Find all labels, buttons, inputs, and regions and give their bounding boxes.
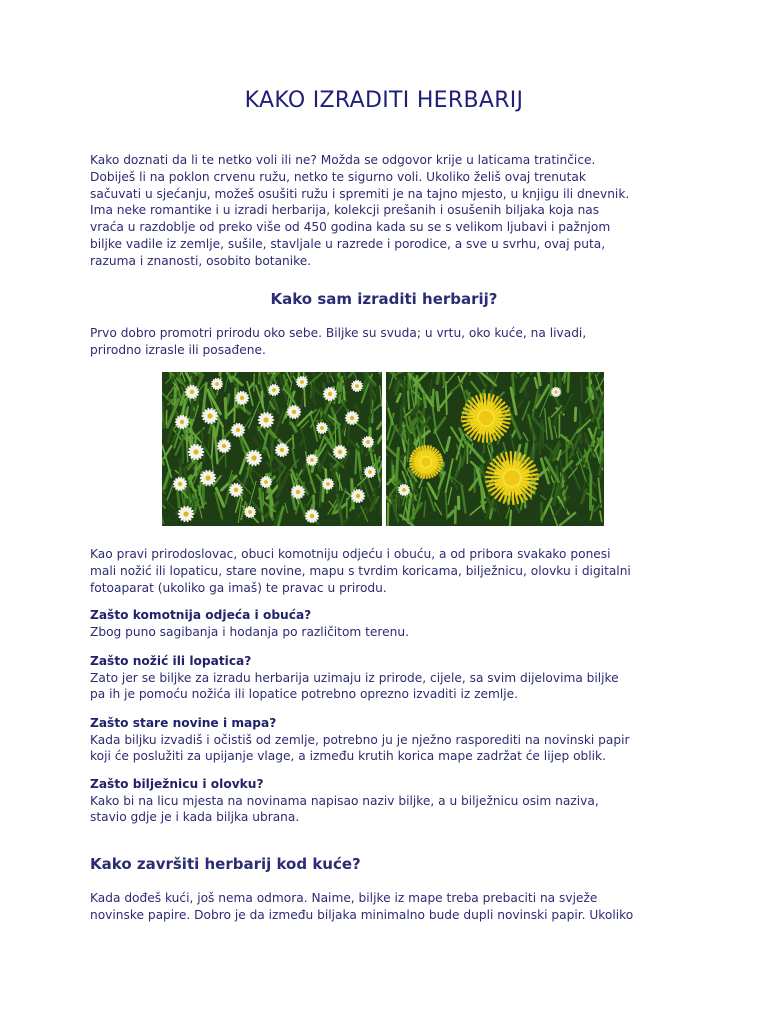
paragraph-line: fotoaparat (ukoliko ga imaš) te pravac u prirodu.	[90, 580, 387, 595]
question-knife	[90, 653, 619, 703]
grass-blade	[581, 376, 582, 401]
grass-blade	[323, 485, 324, 501]
grass-blade	[335, 414, 336, 447]
daisy-center	[205, 475, 210, 480]
daisies-photo	[162, 372, 382, 526]
dandelions-illustration	[386, 372, 604, 526]
daisy-center	[215, 382, 219, 386]
answer-line: Kada biljku izvadiš i očistiš od zemlje, potrebno ju je nježno rasporediti na novinski papir	[90, 732, 630, 747]
daisy-center	[350, 416, 354, 420]
intro-line: sačuvati u sjećanju, možeš osušiti ružu i spremiti je na tajno mjesto, u knjigu ili dnevnik.	[90, 186, 630, 201]
grass-blade	[396, 448, 398, 480]
grass-blade	[262, 392, 263, 408]
daisy-center	[190, 390, 194, 394]
daisy-center	[328, 392, 332, 396]
daisies-illustration	[162, 372, 382, 526]
daisy-center	[183, 511, 188, 516]
observe-paragraph	[90, 325, 690, 359]
daisy-center	[240, 396, 244, 400]
daisy-center	[300, 380, 304, 384]
grass-blade	[413, 508, 414, 519]
grass-blade	[550, 448, 551, 477]
question-notebook	[90, 776, 599, 826]
grass-blade	[223, 428, 224, 438]
paragraph-line: prirodno izrasle ili posađene.	[90, 342, 266, 357]
answer-line: Zbog puno sagibanja i hodanja po različitom terenu.	[90, 624, 409, 639]
daisy-center	[280, 448, 284, 452]
home-paragraph	[90, 890, 690, 924]
grass-blade	[225, 399, 226, 418]
intro-line: biljke vadile iz zemlje, sušile, stavljale u razrede i porodice, a sve u svrhu, ovaj puta,	[90, 236, 606, 251]
answer-line: koji će poslužiti za upijanje vlage, a između krutih korica mape zadržat će lijep oblik.	[90, 749, 606, 763]
daisy-center	[207, 413, 212, 418]
daisy-center	[310, 514, 314, 518]
dandelion-center	[421, 457, 431, 467]
intro-line: Ima neke romantike i u izradi herbarija, kolekcji prešanih i osušenih biljaka koja nas	[90, 203, 600, 218]
daisy-center	[263, 417, 268, 422]
question-title: Zašto nožić ili lopatica?	[90, 654, 252, 668]
grass-blade	[393, 466, 394, 483]
paragraph-line: Prvo dobro promotri prirodu oko sebe. Biljke su svuda; u vrtu, oko kuće, na livadi,	[90, 326, 587, 340]
daisy-center	[320, 426, 324, 430]
daisy-center	[310, 458, 314, 462]
daisy-center	[236, 428, 240, 432]
dandelion-center	[504, 470, 520, 486]
daisy-center	[326, 482, 330, 486]
grass-blade	[293, 435, 294, 448]
daisy-center	[368, 470, 372, 474]
grass-blade	[443, 372, 445, 385]
daisy-center	[234, 488, 238, 492]
daisy-center	[554, 390, 557, 393]
answer-line: stavio gdje je i kada biljka ubrana.	[90, 810, 300, 824]
daisy-center	[366, 440, 370, 444]
grass-blade	[272, 438, 273, 460]
grass-blade	[590, 475, 591, 510]
intro-paragraph	[90, 152, 690, 270]
question-title: Zašto komotnija odjeća i obuća?	[90, 608, 312, 622]
grass-blade	[330, 372, 331, 376]
question-title: Zašto bilježnicu i olovku?	[90, 777, 264, 791]
answer-line: Zato jer se biljke za izradu herbarija uzimaju iz prirode, cijele, sa svim dijelovima biljke	[90, 670, 619, 685]
grass-blade	[433, 390, 434, 406]
daisy-center	[402, 488, 406, 492]
daisy-center	[264, 480, 268, 484]
daisy-center	[338, 450, 342, 454]
question-clothing	[90, 607, 409, 640]
grass-blade	[575, 408, 576, 421]
grass-blade	[234, 388, 235, 422]
daisy-center	[356, 494, 360, 498]
daisy-center	[222, 444, 226, 448]
intro-line: Kako doznati da li te netko voli ili ne? Možda se odgovor krije u laticama tratinčice.	[90, 153, 596, 167]
grass-blade	[437, 392, 439, 410]
intro-line: Dobiješ li na poklon crvenu ružu, netko te sigurno voli. Ukoliko želiš ovaj trenutak	[90, 169, 586, 184]
intro-line: vraća u razdoblje od preko više od 450 godina kada su se s velikom ljubavi i pažnjom	[90, 220, 611, 235]
daisy-center	[251, 455, 256, 460]
section-heading-make-herbarium: Kako sam izraditi herbarij?	[270, 290, 498, 308]
paragraph-line: novinske papire. Dobro je da između biljaka minimalno bude dupli novinski papir. Ukoliko	[90, 907, 634, 922]
grass-blade	[270, 491, 271, 516]
equipment-paragraph	[90, 546, 690, 596]
grass-blade	[424, 394, 425, 407]
grass-blade	[400, 406, 402, 433]
grass-blade	[510, 511, 511, 526]
question-title: Zašto stare novine i mapa?	[90, 716, 277, 730]
daisy-center	[292, 410, 296, 414]
dandelions-photo	[386, 372, 604, 526]
daisy-center	[248, 510, 252, 514]
question-newspaper	[90, 715, 630, 765]
daisy-center	[355, 384, 359, 388]
dandelion-center	[479, 411, 493, 425]
grass-blade	[580, 422, 581, 442]
daisy-center	[296, 490, 300, 494]
page-title: KAKO IZRADITI HERBARIJ	[244, 88, 524, 113]
section-heading-finish-at-home: Kako završiti herbarij kod kuće?	[90, 855, 361, 873]
paragraph-line: Kao pravi prirodoslovac, obuci komotniju odjeću i obuću, a od pribora svakako ponesi	[90, 547, 611, 561]
grass-blade	[408, 392, 409, 409]
grass-blade	[568, 372, 570, 392]
answer-line: Kako bi na licu mjesta na novinama napisao naziv biljke, a u bilježnicu osim naziva,	[90, 793, 599, 808]
paragraph-line: Kada dođeš kući, još nema odmora. Naime, biljke iz mape treba prebaciti na svježe	[90, 891, 598, 905]
intro-line: razuma i znanosti, osobito botanike.	[90, 253, 312, 268]
grass-blade	[371, 382, 372, 408]
daisy-center	[193, 449, 198, 454]
daisy-center	[180, 420, 184, 424]
daisy-center	[178, 482, 182, 486]
answer-line: pa ih je pomoću nožića ili lopatice potrebno oprezno izvaditi iz zemlje.	[90, 687, 519, 701]
grass-blade	[467, 442, 468, 463]
paragraph-line: mali nožić ili lopaticu, stare novine, mapu s tvrdim koricama, bilježnicu, olovku i digitalni	[90, 563, 631, 578]
daisy-center	[272, 388, 276, 392]
